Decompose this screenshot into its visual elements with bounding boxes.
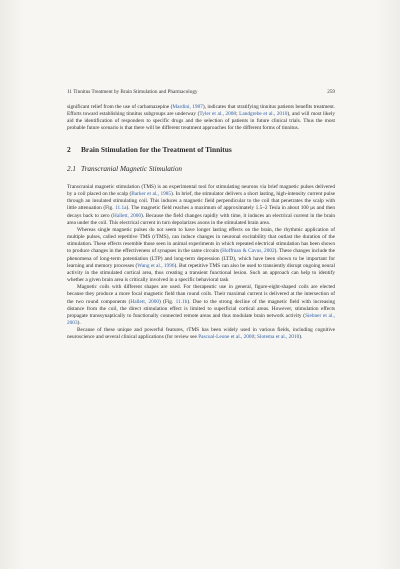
citation-link[interactable]: Hallett, 2000 [130, 298, 160, 305]
text-run: ). The magnetic field reaches a maximum of approximately 1.5–2 Tesla in about 100 μs and then decays back to zero ( [67, 205, 335, 219]
citation-link[interactable]: Barker et al., 1985 [131, 191, 172, 198]
text-run: Transcranial magnetic stimulation (TMS) is an experimental tool for stimulating neurons via brief magnetic pulses delivered by a coil placed on the scalp ( [67, 184, 335, 198]
citation-link[interactable]: Hoffman & Cavus, 2002 [222, 248, 275, 255]
intro-paragraph [67, 104, 335, 133]
citation-link[interactable]: Siebner et al., 2003 [67, 312, 335, 326]
text-run: ). Because the field changes rapidly with time, it induces an electrical current in the brain area under the coil. This electrical current in turn depolarizes axons in the stimulated brain area. [67, 212, 335, 226]
text-run: ). But repetitive TMS can also be used to transiently disrupt ongoing neural activity in the stimulated cortical area, thus creating a transient functional lesion. Such an approach can help to identify whether a given brain area is critically involved in a specific behavioral task [67, 262, 336, 284]
text-run: significant relief from the use of carbamazepine ( [67, 104, 173, 110]
citation-link[interactable]: Mardini, 1987 [172, 104, 203, 110]
text-run: ). Due to the strong decline of the magnetic field with increasing distance from the coil, the direct stimulation effect is limited to superficial cortical areas. However, stimulation effects propagate transsynaptically to functionally connected remote areas and thus modulate brain network activity ( [67, 298, 335, 319]
running-head [67, 87, 335, 97]
text-run: ; [254, 334, 258, 341]
text-run: Whereas single magnetic pulses do not seem to have longer lasting effects on the brain, the rhythmic application of multiple pulses, called repetitive TMS (rTMS), can induce changes in neuronal excitability that outlast the duration of the stimulation. These effects resemble those seen in animal experiments in which repeated electrical stimulation has been shown to produce changes in the effectiveness of synapses in the same circuits ( [67, 226, 335, 255]
body-paragraph [67, 184, 335, 227]
section-number: 2 [67, 145, 71, 154]
body-text [67, 184, 335, 341]
page-number: 259 [327, 89, 335, 95]
subsection-heading [67, 164, 335, 174]
running-head-chapter: 11 Tinnitus Treatment by Brain Stimulation and Pharmacology [67, 89, 198, 95]
text-run: ), indicates that stratifying tinnitus patients benefits treatment. Efforts toward establishing tinnitus subgroups are underway ( [67, 104, 336, 118]
citation-link[interactable]: 11.1a [115, 205, 127, 212]
text-run: Because of these unique and powerful features, rTMS has been widely used in various fields, including cognitive neuroscience and several clinical applications (for review see [67, 327, 335, 341]
text-run: ) (Fig. [159, 298, 176, 305]
citation-link[interactable]: Pascual-Leone et al., 2000 [198, 334, 255, 341]
text-run: ). [299, 334, 303, 341]
citation-link[interactable]: Tyler et al., 2008 [199, 111, 237, 118]
text-run: ; [236, 111, 240, 118]
intro-paragraph-block [67, 104, 335, 133]
citation-link[interactable]: 11.1b [175, 298, 188, 305]
text-run: ). [77, 319, 81, 326]
text-run: ). These changes include the phenomena of long-term potentiation (LTP) and long-term depression (LTD), which have been shown to be important for learning and memory processes ( [67, 248, 335, 269]
citation-link[interactable]: Wang et al., 1996 [137, 262, 175, 269]
text-run: ), and will most likely aid the identification of responders to specific drugs and the selection of patients in future clinical trials. Thus the most probable future scenario is that there will be different treatment approaches for the different forms of tinnitus. [67, 111, 336, 132]
body-paragraph [67, 327, 335, 341]
text-run: ). In brief, the stimulator delivers a short lasting, high-intensity current pulse through an insulated stimulating coil. This induces a magnetic field perpendicular to the coil that penetrates the scalp with little attenuation (Fig. [67, 191, 335, 212]
text-run: Magnetic coils with different shapes are used. For therapeutic use in general, figure-eight-shaped coils are elected because they produce a more focal magnetic field than round coils. Their maximal current is delivered at the intersection of the two round components ( [67, 284, 335, 305]
subsection-number: 2.1 [67, 165, 76, 173]
citation-link[interactable]: Slotema et al., 2010 [257, 334, 300, 341]
section-title: Brain Stimulation for the Treatment of Tinnitus [81, 145, 232, 154]
section-heading [67, 145, 335, 155]
citation-link[interactable]: Hallett, 2000 [113, 212, 142, 219]
citation-link[interactable]: Landgrebe et al., 2010 [239, 111, 288, 118]
body-paragraph [67, 227, 335, 284]
body-paragraph [67, 284, 335, 327]
subsection-title: Transcranial Magnetic Stimulation [81, 165, 183, 173]
